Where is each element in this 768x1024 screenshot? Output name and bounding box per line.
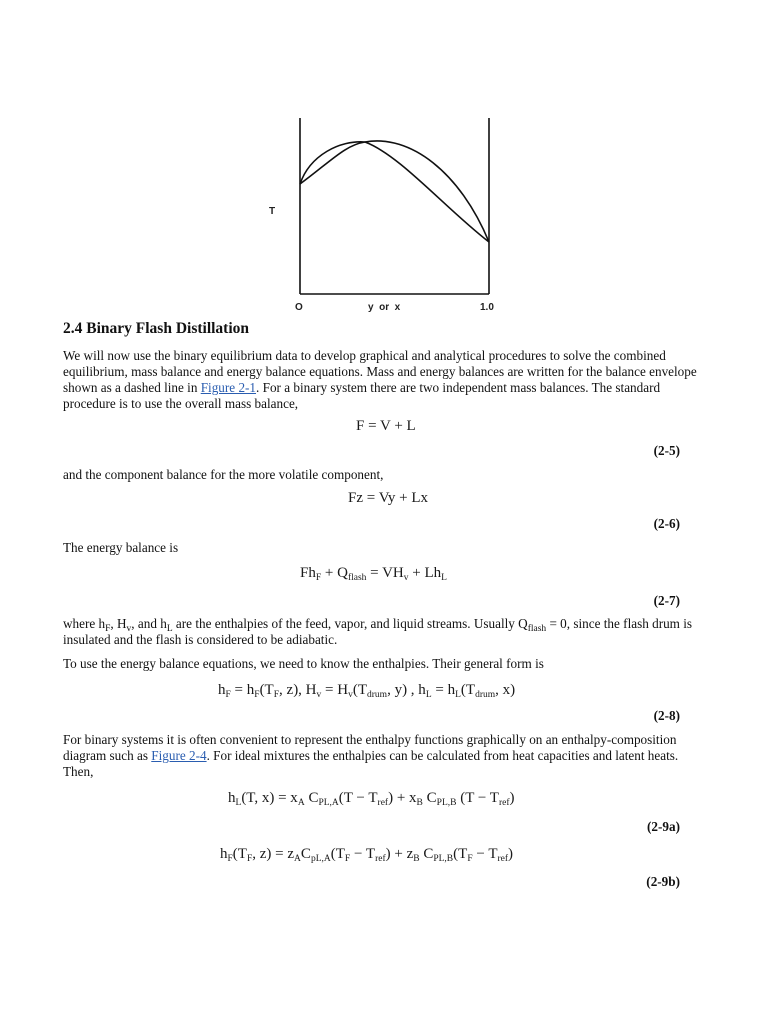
phase-diagram-svg	[260, 110, 520, 320]
paragraph-general-form: To use the energy balance equations, we need to know the enthalpies. Their general form is	[63, 656, 544, 671]
upper-curve	[300, 141, 489, 242]
paragraph-binary-systems: For binary systems it is often convenient to represent the enthalpy functions graphically on an enthalpy-composition diagram such as Figure 2-4. For ideal mixtures the enthalpies can be calculated from heat capacities and latent heats. Then,	[63, 732, 679, 779]
equation-2-6: Fz = Vy + Lx	[348, 490, 428, 506]
x-axis-label: y or x	[368, 302, 401, 313]
x-axis-max-label: 1.0	[480, 302, 494, 313]
paragraph-intro-text-a: We will now use the binary equilibrium data to develop graphical and analytical procedures to solve the combined equilibrium, mass balance and energy balance equations. Mass and energy balances are written for the balance envelope shown as a dashed line in	[63, 348, 697, 395]
equation-number-2-5: (2-5)	[653, 443, 680, 458]
section-heading: 2.4 Binary Flash Distillation	[63, 320, 250, 337]
figure-2-4-link[interactable]: Figure 2-4	[151, 748, 207, 763]
x-axis-min-label: O	[295, 302, 303, 313]
equation-2-9a: $h_L(T$, $x) = x_A$ $C_{PL,A}(T - T_{ref}) + x_B$ $C_{PL,B}$ $(T - T_{ref})$	[228, 790, 515, 808]
paragraph-component-balance: and the component balance for the more volatile component,	[63, 467, 384, 482]
equation-number-2-7: (2-7)	[653, 593, 680, 608]
equation-number-2-8: (2-8)	[653, 708, 680, 723]
equation-number-2-9b: (2-9b)	[646, 874, 680, 889]
equation-2-9b: $h_F(T_F$, $z) = z_AC_{pL,A}(T_F - T_{ref}) + z_B$ $C_{PL,B}(T_F - T_{ref})$	[220, 846, 514, 864]
paragraph-enthalpies: where $h_F$, $H_v$, and $h_L$ are the enthalpies of the feed, vapor, and liquid streams. Usually $Q_{flash} = 0$, since the flash drum is insulated and the flash is considered to be adiabatic.	[63, 616, 693, 647]
equation-number-2-6: (2-6)	[653, 516, 680, 531]
paragraph-intro-text-b: . For a binary system there are two independent mass balances. The standard procedure is to use the overall mass balance,	[63, 380, 661, 411]
y-axis-label: T	[269, 206, 276, 217]
phase-diagram-figure	[260, 110, 520, 320]
equation-2-5: F = V + L	[356, 418, 416, 434]
paragraph-energy-balance: The energy balance is	[63, 540, 179, 555]
equation-number-2-9a: (2-9a)	[647, 819, 680, 834]
equation-2-7: $Fh_F + Q_{flash} = VH_v + Lh_L$	[300, 565, 447, 583]
figure-2-1-link[interactable]: Figure 2-1	[200, 380, 257, 395]
paragraph-intro	[63, 348, 708, 412]
equation-2-8: $h_F = h_F(T_F$, z), $H_v = H_v(T_{drum}$, y) , $h_L = h_L(T_{drum}$, x)	[218, 682, 516, 700]
